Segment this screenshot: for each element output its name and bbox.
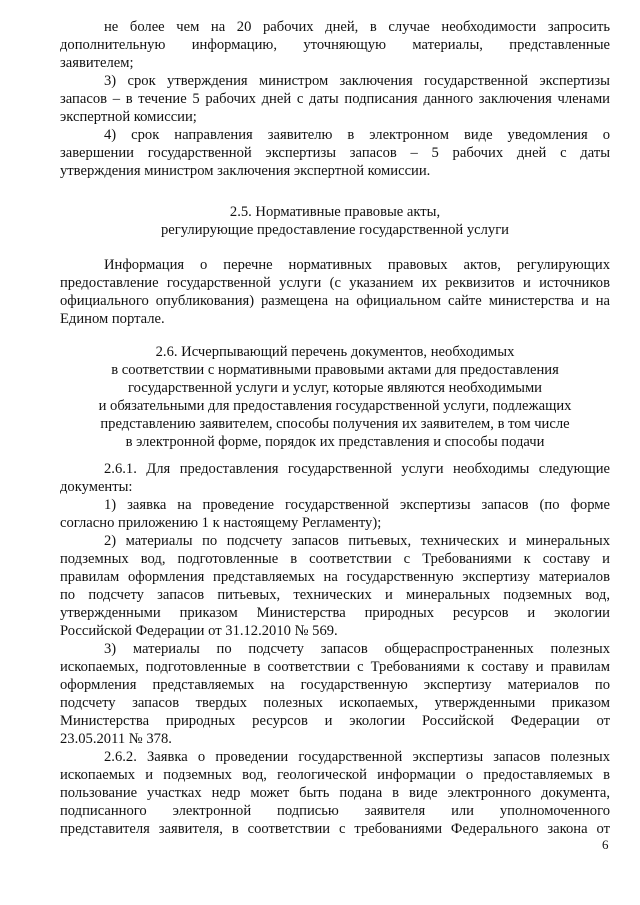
text-line: согласно приложению 1 к настоящему Регламенту); xyxy=(60,515,382,531)
text-line: пользование участках недр может быть подана в виде электронного документа, xyxy=(60,785,610,801)
text-line: 2.6.2. Заявка о проведении государственной экспертизы запасов полезных xyxy=(104,749,610,765)
text-line: ископаемых и подземных вод, геологической информации о предоставляемых в xyxy=(60,767,610,783)
section-heading-line: государственной услуги и услуг, которые являются необходимыми xyxy=(128,380,542,396)
text-line: подписанного электронной подписью заявителя или уполномоченного xyxy=(60,803,610,819)
text-line: завершении государственной экспертизы запасов – 5 рабочих дней с даты xyxy=(60,145,610,161)
text-line: 3) материалы по подсчету запасов общераспространенных полезных xyxy=(104,641,610,657)
text-line: утвержденными приказом Министерства природных ресурсов и экологии xyxy=(60,605,610,621)
text-line: 2.6.1. Для предоставления государственной услуги необходимы следующие xyxy=(104,461,610,477)
text-line: Едином портале. xyxy=(60,311,165,327)
text-line: ископаемых, подготовленные в соответствии с Требованиями к составу и правилам xyxy=(60,659,610,675)
text-line: заявителем; xyxy=(60,55,134,71)
text-line: утверждения министром заключения экспертной комиссии. xyxy=(60,163,431,179)
section-heading-line: представлению заявителем, способы получения их заявителем, в том числе xyxy=(100,416,570,432)
section-heading-line: регулирующие предоставление государственной услуги xyxy=(161,222,509,238)
section-heading-line: 2.6. Исчерпывающий перечень документов, необходимых xyxy=(155,344,515,360)
text-line: подземных вод, подготовленные в соответствии с Требованиями к составу и xyxy=(60,551,610,567)
text-line: Министерства природных ресурсов и экологии Российской Федерации от xyxy=(60,713,610,729)
text-line: представителя заявителя, в соответствии с требованиями Федерального закона от xyxy=(60,821,610,837)
text-line: не более чем на 20 рабочих дней, в случае необходимости запросить xyxy=(104,19,610,35)
text-line: 1) заявка на проведение государственной экспертизы запасов (по форме xyxy=(104,497,610,513)
text-line: по подсчету запасов питьевых, технических и минеральных подземных вод, xyxy=(60,587,610,603)
text-line: правилам оформления представляемых на государственную экспертизу материалов xyxy=(60,569,610,585)
text-line: Российской Федерации от 31.12.2010 № 569. xyxy=(60,623,338,639)
text-line: 3) срок утверждения министром заключения государственной экспертизы xyxy=(104,73,610,89)
page-number: 6 xyxy=(602,837,609,852)
text-line: запасов – в течение 5 рабочих дней с даты подписания данного заключения членами xyxy=(60,91,610,107)
section-heading-line: в электронной форме, порядок их представления и способы подачи xyxy=(125,434,545,450)
text-line: документы: xyxy=(60,479,133,495)
text-line: дополнительную информацию, уточняющую материалы, представленные xyxy=(60,37,610,53)
text-line: подсчету запасов твердых полезных ископаемых, утвержденными приказом xyxy=(60,695,610,711)
text-line: официального опубликования) размещена на официальном сайте министерства и на xyxy=(60,293,610,309)
section-heading-line: 2.5. Нормативные правовые акты, xyxy=(229,204,441,220)
section-heading-line: в соответствии с нормативными правовыми актами для предоставления xyxy=(111,362,559,378)
text-line: 4) срок направления заявителю в электронном виде уведомления о xyxy=(104,127,610,143)
section-heading-line: и обязательными для предоставления государственной услуги, подлежащих xyxy=(98,398,572,414)
text-line: 2) материалы по подсчету запасов питьевых, технических и минеральных xyxy=(104,533,610,549)
text-line: предоставление государственной услуги (с указанием их реквизитов и источников xyxy=(60,275,610,291)
text-line: Информация о перечне нормативных правовых актов, регулирующих xyxy=(104,257,610,273)
text-line: экспертной комиссии; xyxy=(60,109,197,125)
text-line: оформления представляемых на государственную экспертизу материалов по xyxy=(60,677,610,693)
text-line: 23.05.2011 № 378. xyxy=(60,731,172,747)
